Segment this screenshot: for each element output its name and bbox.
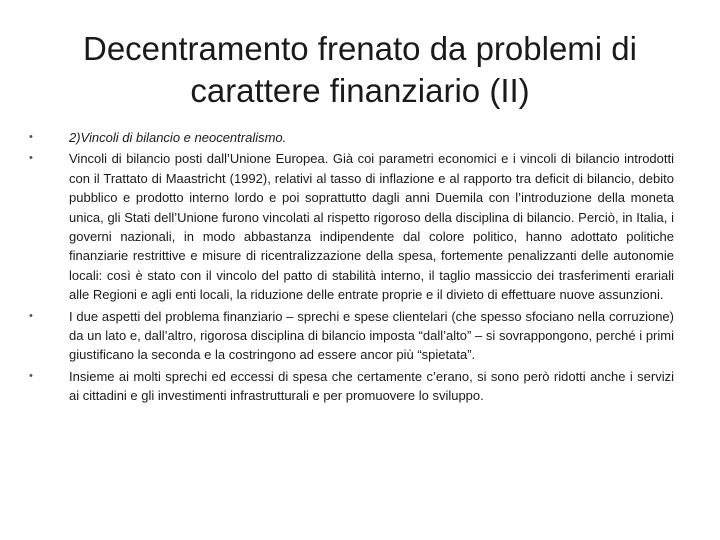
bullet-item: [28, 128, 674, 147]
bullet-text: • 2)Vincoli di bilancio e neocentralismo.: [69, 130, 287, 145]
slide-title: [40, 28, 680, 112]
slide-title-line-1: Decentramento frenato da problemi di: [83, 30, 637, 67]
bullet-item: [28, 367, 674, 406]
bullet-text: • I due aspetti del problema finanziario – sprechi e spese clientelari (che spesso sfociano nella corruzione) da un lato e, dall’altro, rigorosa disciplina di bilancio imposta “dall’alto” – si sovrappongono, perché i primi giustificano la seconda e la costringono ad essere ancor più “spietata”.: [69, 308, 674, 363]
bullet-list: [28, 128, 674, 408]
bullet-text: • Vincoli di bilancio posti dall’Unione Europea. Già coi parametri economici e i vincoli di bilancio introdotti con il Trattato di Maastricht (1992), relativi al tasso di inflazione e al rapporto tra deficit di bilancio, debito pubblico e prodotto interno lordo e poi soprattutto dagli anni Duemila con l’introduzione della moneta unica, gli Stati dell’Unione furono vincolati al rispetto rigoroso della disciplina di bilancio. Perciò, in Italia, i governi nazionali, in modo abbastanza indipendente dal colore politico, hanno adottato politiche finanziarie restrittive e misure di ricentralizzazione della spesa, fortemente penalizzanti delle autonomie locali: così è stato con il vincolo del patto di stabilità interno, il taglio massiccio dei trasferimenti erariali alle Regioni e agli enti locali, la riduzione delle entrate proprie e il divieto di effettuare nuove assunzioni.: [69, 151, 674, 303]
bullet-item: [28, 307, 674, 365]
slide-title-line-2: carattere finanziario (II): [190, 72, 530, 109]
bullet-item: [28, 149, 674, 304]
bullet-text: • Insieme ai molti sprechi ed eccessi di spesa che certamente c’erano, si sono però ridotti anche i servizi ai cittadini e gli investimenti infrastrutturali e per promuovere lo sviluppo.: [69, 368, 674, 404]
